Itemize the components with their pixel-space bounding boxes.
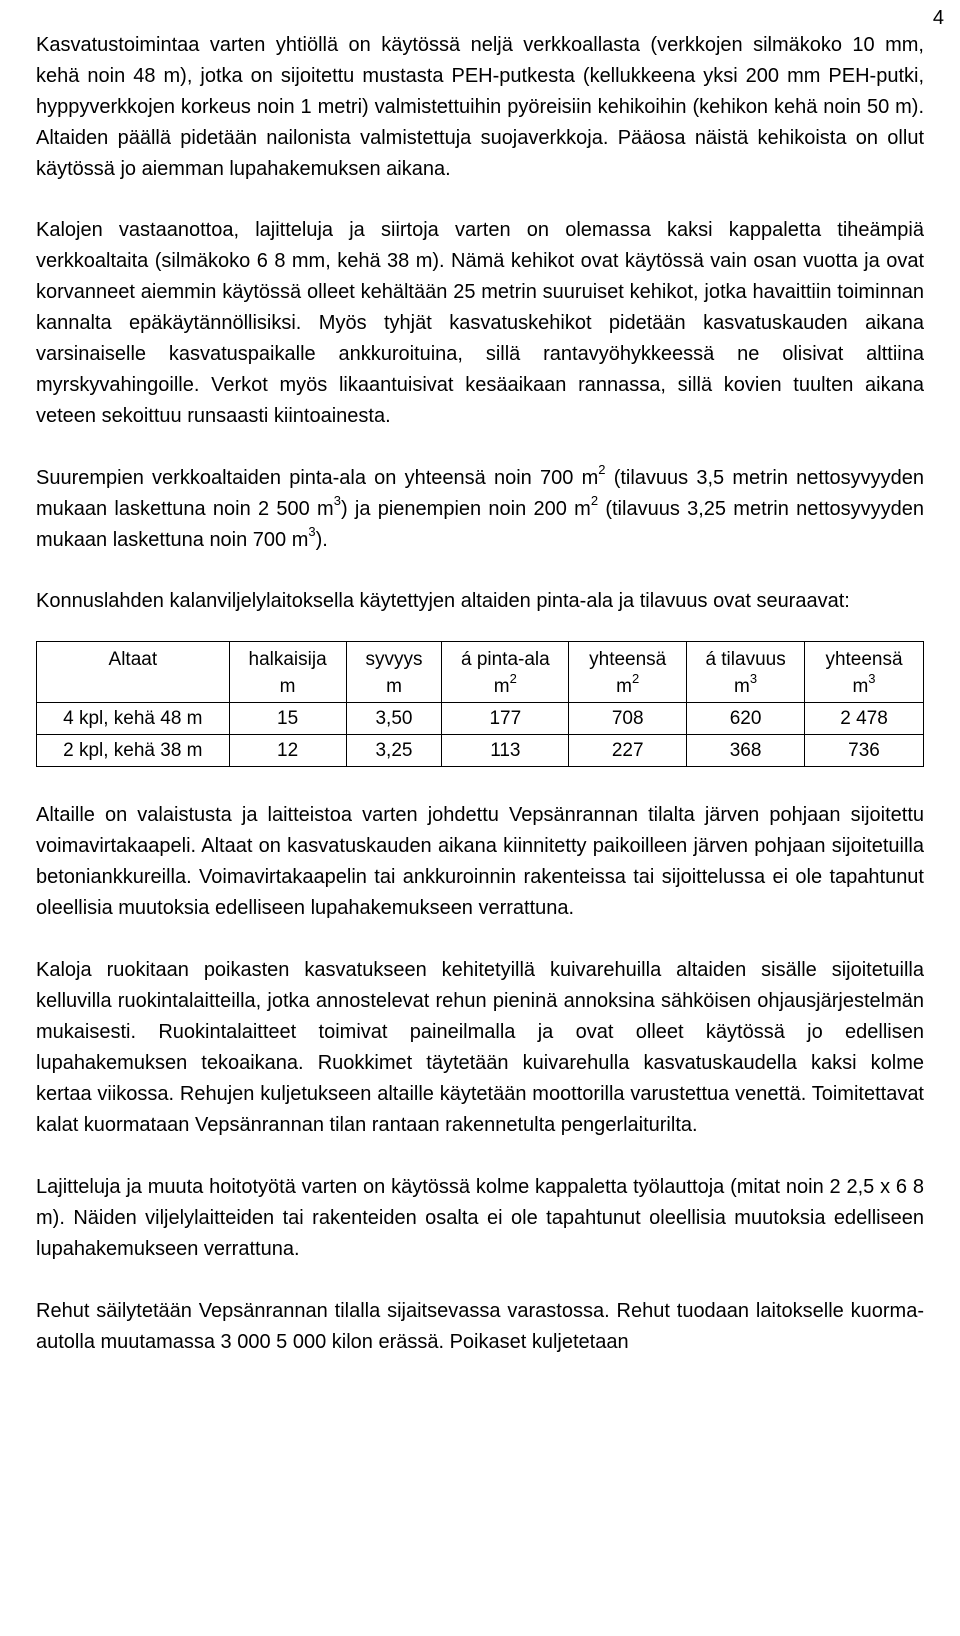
header-label: yhteensä — [589, 649, 667, 670]
table-cell: 227 — [569, 735, 687, 767]
table-cell: 12 — [229, 735, 346, 767]
paragraph-feed-storage: Rehut säilytetään Vepsänrannan tilalla sijaitsevassa varastossa. Rehut tuodaan laitokselle kuorma-autolla muutamassa 3 000 5 000 kilon erässä. Poikaset kuljetetaan — [36, 1300, 924, 1353]
table-header-cell — [442, 642, 569, 703]
paragraph-table-intro: Konnuslahden kalanviljelylaitoksella käytettyjen altaiden pinta-ala ja tilavuus ovat seuraavat: — [36, 590, 850, 612]
table-cell: 15 — [229, 703, 346, 735]
header-unit — [234, 673, 342, 700]
unit-text: m — [734, 676, 750, 697]
text-span: (tilavuus 3,25 metrin nettosyvyyden mukaan laskettuna noin 700 m — [36, 498, 925, 551]
table-cell: 4 kpl, kehä 48 m — [37, 703, 230, 735]
table-header-cell — [805, 642, 924, 703]
text-span: (tilavuus 3,5 metrin nettosyvyyden mukaan laskettuna noin 2 500 m — [36, 467, 925, 520]
header-unit — [351, 673, 438, 700]
table-header-cell — [346, 642, 442, 703]
header-label: syvyys — [365, 649, 423, 670]
table-header-cell — [37, 642, 230, 703]
unit-text: m — [616, 676, 632, 697]
document-body — [36, 30, 924, 1389]
header-unit — [809, 670, 919, 700]
unit-text: m — [279, 676, 296, 697]
unit-superscript: 3 — [749, 670, 758, 686]
table-cell: 736 — [805, 735, 924, 767]
table-cell: 3,25 — [346, 735, 442, 767]
text-span: ) ja pienempien noin 200 m — [340, 498, 591, 520]
table-cell: 3,50 — [346, 703, 442, 735]
paragraph-work-rafts: Lajitteluja ja muuta hoitotyötä varten on käytössä kolme kappaletta työlauttoja (mitat noin 2 2,5 x 6 8 m). Näiden viljelylaitteiden tai rakenteiden osalta ei ole tapahtunut oleellisia muutoksia edelliseen lupahakemukseen verrattuna. — [36, 1176, 924, 1260]
header-unit — [41, 673, 225, 700]
table-header-cell — [229, 642, 346, 703]
unit-text: m — [852, 676, 869, 697]
unit-text: m — [493, 676, 510, 697]
header-label: yhteensä — [825, 649, 903, 670]
header-unit — [446, 670, 564, 700]
table-cell: 113 — [442, 735, 569, 767]
table-cell: 708 — [569, 703, 687, 735]
table-row — [37, 703, 924, 735]
header-label: Altaat — [108, 649, 158, 670]
superscript: 2 — [598, 462, 606, 478]
paragraph-sorting-pens: Kalojen vastaanottoa, lajitteluja ja siirtoja varten on olemassa kaksi kappaletta tiheämpiä verkkoaltaita (silmäkoko 6 8 mm, kehä 38 m). Nämä kehikot ovat käytössä vain osan vuotta ja ovat korvanneet aiemmin käytössä olleet kehältään 25 metrin suuruiset kehikot, jotka havaittiin toiminnan kannalta epäkäytännöllisiksi. Myös tyhjät kasvatuskehikot pidetään kasvatuskauden aikana varsinaiselle kasvatuspaikalle ankkuroituina, sillä rantavyöhykkeessä ne olisivat alttiina myrskyvahingoille. Verkot myös likaantuisivat kesäaikaan rannassa, sillä kovien tuulten aikana veteen sekoittuu runsaasti kiintoainesta. — [36, 219, 924, 427]
table-cell: 368 — [687, 735, 805, 767]
table-cell: 620 — [687, 703, 805, 735]
page-number: 4 — [932, 7, 944, 29]
unit-superscript: 2 — [509, 670, 517, 686]
table-header-row — [37, 642, 924, 703]
table-cell: 2 478 — [805, 703, 924, 735]
header-label: á tilavuus — [705, 649, 786, 670]
table-header-cell — [569, 642, 687, 703]
superscript: 2 — [590, 493, 599, 509]
superscript: 3 — [333, 493, 341, 509]
paragraph-net-pens: Kasvatustoimintaa varten yhtiöllä on käytössä neljä verkkoallasta (verkkojen silmäkoko 10 mm, kehä noin 48 m), jotka on sijoitettu mustasta PEH-putkesta (kellukkeena yksi 200 mm PEH-putki, hyppyverkkojen korkeus noin 1 metri) valmistettuihin pyöreisiin kehikoihin (kehikon kehä noin 50 m). Altaiden päällä pidetään nailonista valmistettuja suojaverkkoja. Pääosa näistä kehikoista on ollut käytössä jo aiemman lupahakemuksen aikana. — [36, 34, 924, 180]
header-label: á pinta-ala — [460, 649, 550, 670]
paragraph-pen-area — [36, 463, 924, 556]
pens-table — [36, 641, 924, 767]
table-header-cell — [687, 642, 805, 703]
table-cell: 2 kpl, kehä 38 m — [37, 735, 230, 767]
table-cell: 177 — [442, 703, 569, 735]
text-span: ). — [315, 529, 328, 551]
text-span: Suurempien verkkoaltaiden pinta-ala on yhteensä noin 700 m — [36, 467, 599, 489]
table-row — [37, 735, 924, 767]
header-label: halkaisija — [248, 649, 327, 670]
header-unit — [691, 670, 800, 700]
superscript: 3 — [308, 524, 316, 540]
paragraph-power-cable: Altaille on valaistusta ja laitteistoa varten johdettu Vepsänrannan tilalta järven pohjaan sijoitettu voimavirtakaapeli. Altaat on kasvatuskauden aikana kiinnitetty paikoilleen järven pohjaan sijoitetuilla betoniankkureilla. Voimavirtakaapelin tai ankkuroinnin rakenteissa tai sijoittelussa ei ole tapahtunut oleellisia muutoksia edelliseen lupahakemukseen verrattuna. — [36, 804, 924, 919]
unit-superscript: 2 — [631, 670, 640, 686]
paragraph-feeding: Kaloja ruokitaan poikasten kasvatukseen kehitetyillä kuivarehuilla altaiden sisälle sijoitetuilla kelluvilla ruokintalaitteilla, jotka annostelevat rehun pieninä annoksina sähköisen ohjausjärjestelmän mukaisesti. Ruokintalaitteet toimivat paineilmalla ja ovat olleet käytössä jo edellisen lupahakemuksen tekoaikana. Ruokkimet täytetään kuivarehulla kasvatuskaudella kaksi kolme kertaa viikossa. Rehujen kuljetukseen altaille käytetään moottorilla varustettua venettä. Toimitettavat kalat kuormataan Vepsänrannan tilan rantaan rakennetulta pengerlaiturilta. — [36, 959, 924, 1136]
header-unit — [573, 670, 682, 700]
unit-text: m — [386, 676, 402, 697]
unit-superscript: 3 — [868, 670, 876, 686]
